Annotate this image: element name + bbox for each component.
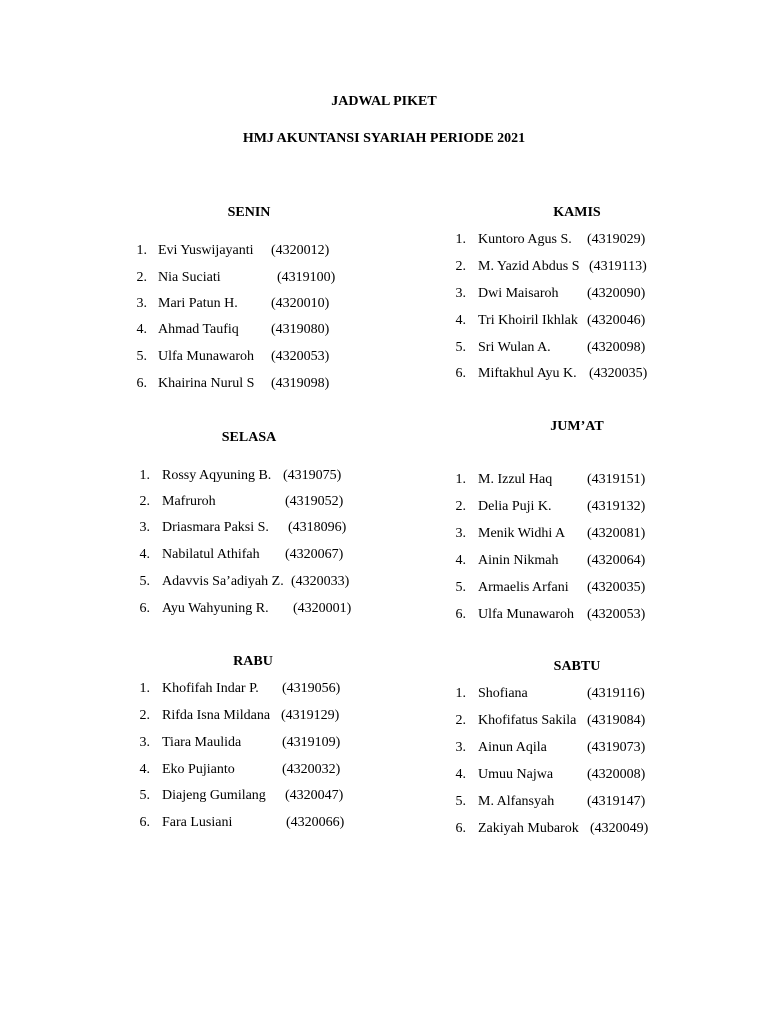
member-name: Diajeng Gumilang (162, 788, 266, 803)
member-name: Shofiana (478, 686, 528, 701)
member-id: (4320090) (587, 286, 646, 301)
member-name: Ulfa Munawaroh (478, 607, 575, 622)
member-name: Khofifatus Sakila (478, 713, 577, 728)
item-number: 6. (139, 815, 150, 830)
item-number: 3. (136, 296, 147, 311)
member-name: Eko Pujianto (162, 762, 235, 777)
item-number: 4. (455, 553, 466, 568)
member-name: M. Alfansyah (478, 794, 555, 809)
member-name: Umuu Najwa (478, 767, 554, 782)
member-name: Nia Suciati (158, 270, 221, 285)
member-id: (4319075) (283, 468, 342, 483)
item-number: 3. (455, 526, 466, 541)
member-name: Tri Khoiril Ikhlak (478, 313, 578, 328)
member-name: Driasmara Paksi S. (162, 520, 269, 535)
item-number: 2. (139, 708, 150, 723)
member-name: Ayu Wahyuning R. (162, 601, 269, 616)
member-id: (4320035) (589, 366, 648, 381)
member-id: (4320033) (291, 574, 350, 589)
item-number: 2. (139, 494, 150, 509)
member-name: M. Yazid Abdus S (478, 259, 580, 274)
document-subtitle: HMJ AKUNTANSI SYARIAH PERIODE 2021 (242, 131, 526, 146)
member-name: Nabilatul Athifah (162, 547, 260, 562)
member-name: Mari Patun H. (158, 296, 238, 311)
item-number: 1. (455, 472, 466, 487)
member-id: (4320012) (271, 243, 330, 258)
member-id: (4319029) (587, 232, 646, 247)
member-name: Adavvis Sa’adiyah Z. (162, 574, 284, 589)
item-number: 6. (136, 376, 147, 391)
member-id: (4319109) (282, 735, 341, 750)
member-name: Miftakhul Ayu K. (478, 366, 577, 381)
member-name: Ainin Nikmah (478, 553, 559, 568)
day-heading-kamis: KAMIS (553, 205, 601, 220)
item-number: 5. (455, 580, 466, 595)
member-id: (4319116) (587, 686, 645, 701)
item-number: 2. (136, 270, 147, 285)
member-id: (4320066) (286, 815, 345, 830)
member-name: Kuntoro Agus S. (478, 232, 572, 247)
item-number: 1. (136, 243, 147, 258)
item-number: 2. (455, 499, 466, 514)
item-number: 5. (455, 794, 466, 809)
member-id: (4319080) (271, 322, 330, 337)
member-name: Zakiyah Mubarok (478, 821, 579, 836)
document-title: JADWAL PIKET (331, 94, 437, 109)
member-name: Tiara Maulida (162, 735, 242, 750)
member-id: (4319129) (281, 708, 340, 723)
member-id: (4320001) (293, 601, 352, 616)
member-id: (4320098) (587, 340, 646, 355)
member-id: (4320049) (590, 821, 649, 836)
item-number: 1. (455, 686, 466, 701)
member-id: (4320010) (271, 296, 330, 311)
item-number: 6. (455, 607, 466, 622)
member-name: Dwi Maisaroh (478, 286, 559, 301)
item-number: 5. (455, 340, 466, 355)
day-heading-sabtu: SABTU (553, 659, 601, 674)
member-id: (4318096) (288, 520, 347, 535)
member-id: (4319132) (587, 499, 646, 514)
item-number: 3. (139, 735, 150, 750)
member-id: (4320032) (282, 762, 341, 777)
member-name: Ahmad Taufiq (158, 322, 239, 337)
item-number: 1. (139, 468, 150, 483)
item-number: 1. (139, 681, 150, 696)
member-id: (4319056) (282, 681, 341, 696)
item-number: 6. (139, 601, 150, 616)
member-name: Sri Wulan A. (478, 340, 551, 355)
member-id: (4319100) (277, 270, 336, 285)
item-number: 3. (455, 286, 466, 301)
member-id: (4319084) (587, 713, 646, 728)
member-id: (4319098) (271, 376, 330, 391)
member-id: (4319113) (589, 259, 647, 274)
day-heading-rabu: RABU (233, 654, 273, 669)
item-number: 4. (455, 313, 466, 328)
item-number: 2. (455, 259, 466, 274)
item-number: 6. (455, 366, 466, 381)
member-name: Mafruroh (162, 494, 216, 509)
item-number: 4. (139, 547, 150, 562)
item-number: 1. (455, 232, 466, 247)
member-name: M. Izzul Haq (478, 472, 553, 487)
item-number: 4. (455, 767, 466, 782)
member-name: Delia Puji K. (478, 499, 552, 514)
day-heading-jumat: JUM’AT (550, 419, 604, 434)
member-id: (4319147) (587, 794, 646, 809)
member-name: Ulfa Munawaroh (158, 349, 255, 364)
member-id: (4319052) (285, 494, 344, 509)
member-id: (4320064) (587, 553, 646, 568)
member-name: Khofifah Indar P. (162, 681, 259, 696)
item-number: 2. (455, 713, 466, 728)
item-number: 3. (455, 740, 466, 755)
item-number: 3. (139, 520, 150, 535)
member-name: Armaelis Arfani (478, 580, 569, 595)
item-number: 5. (139, 788, 150, 803)
member-name: Menik Widhi A (478, 526, 566, 541)
member-id: (4320008) (587, 767, 646, 782)
member-id: (4319151) (587, 472, 646, 487)
member-id: (4319073) (587, 740, 646, 755)
member-name: Rossy Aqyuning B. (162, 468, 272, 483)
item-number: 4. (139, 762, 150, 777)
member-name: Fara Lusiani (162, 815, 233, 830)
member-name: Khairina Nurul S (158, 376, 255, 391)
member-name: Evi Yuswijayanti (158, 243, 254, 258)
item-number: 5. (139, 574, 150, 589)
member-id: (4320053) (271, 349, 330, 364)
item-number: 4. (136, 322, 147, 337)
member-id: (4320035) (587, 580, 646, 595)
member-id: (4320047) (285, 788, 344, 803)
member-id: (4320046) (587, 313, 646, 328)
day-heading-selasa: SELASA (221, 430, 277, 445)
item-number: 6. (455, 821, 466, 836)
day-heading-senin: SENIN (227, 205, 271, 220)
item-number: 5. (136, 349, 147, 364)
member-id: (4320081) (587, 526, 646, 541)
member-name: Ainun Aqila (478, 740, 547, 755)
member-name: Rifda Isna Mildana (162, 708, 271, 723)
member-id: (4320053) (587, 607, 646, 622)
member-id: (4320067) (285, 547, 344, 562)
